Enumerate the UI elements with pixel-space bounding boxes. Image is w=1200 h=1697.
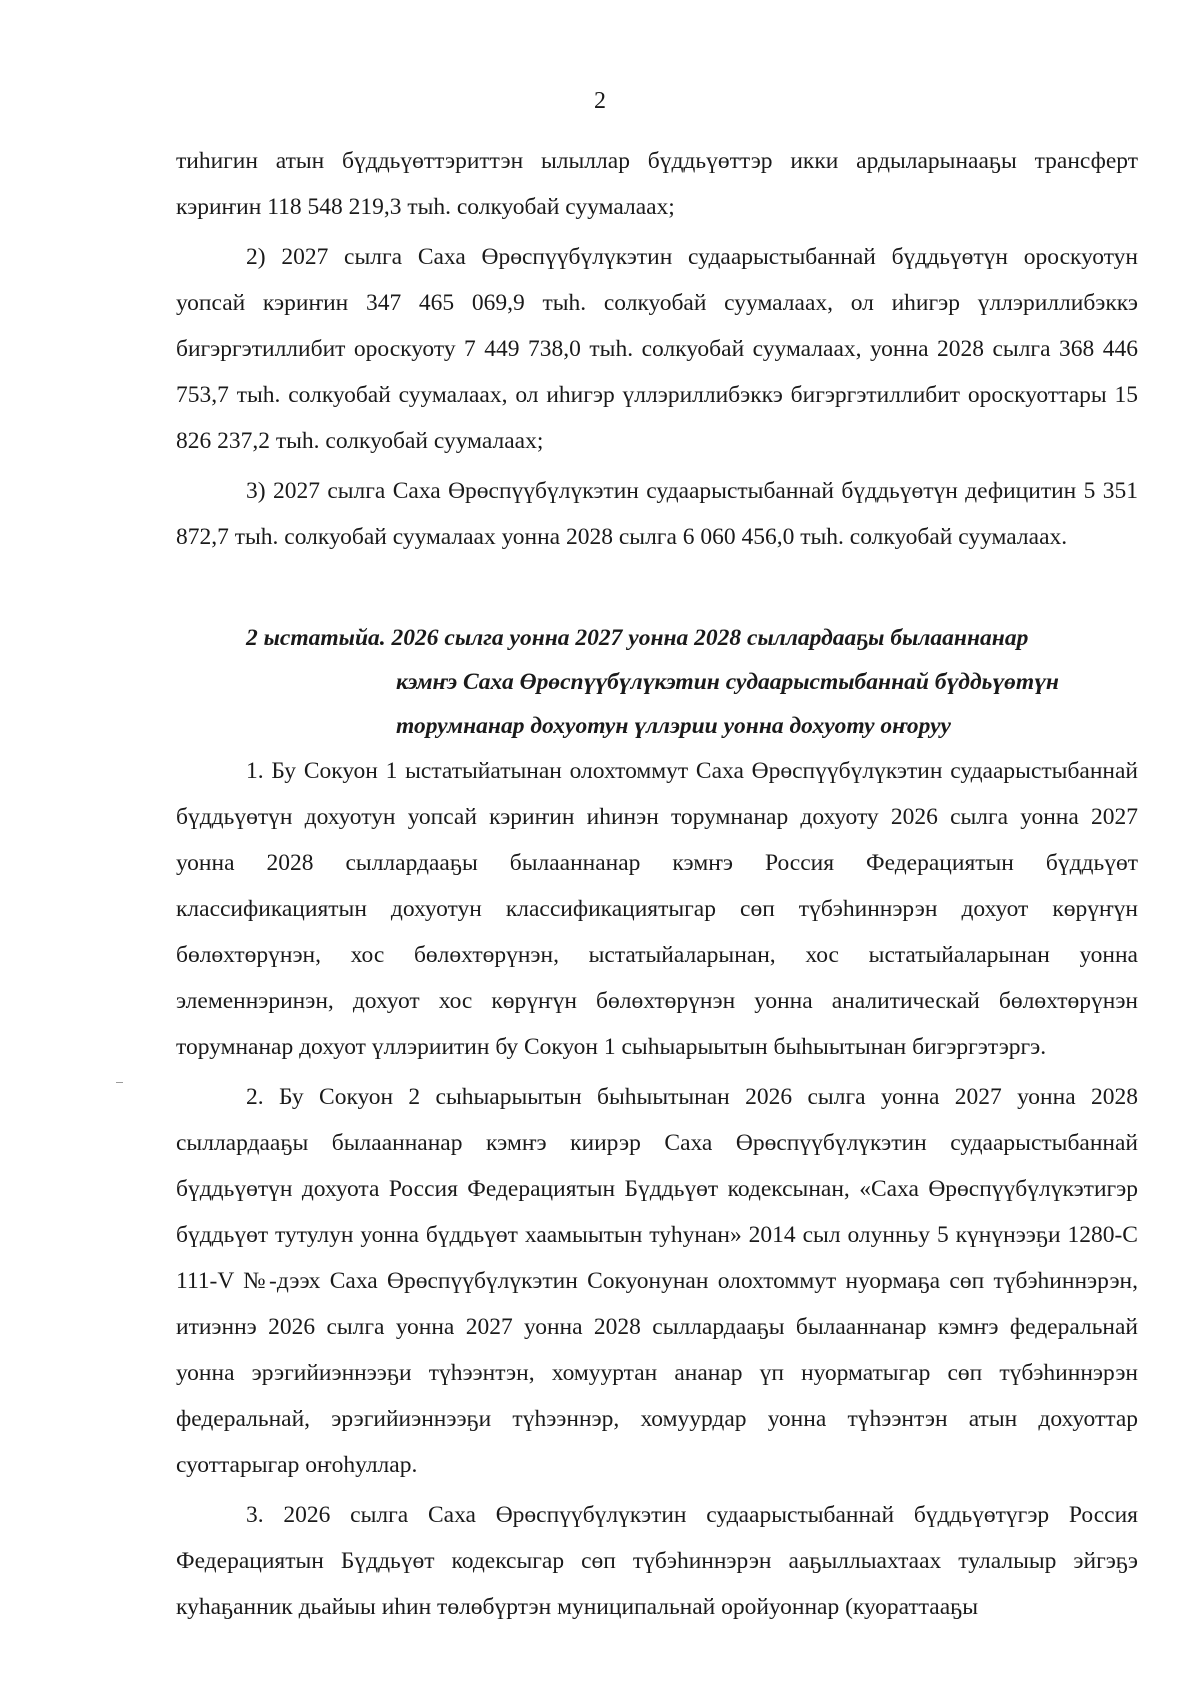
page-number: 2 (594, 88, 606, 114)
article-heading (176, 616, 1138, 748)
article-paragraph-1: 1. Бу Сокуон 1 ыстатыйатынан олохтоммут Саха Өрөспүүбүлүкэтин судаарыстыбаннай бүддьүөтүн дохуотун уопсай кэриҥин иһинэн торумнанар дохуоту 2026 сылга уонна 2027 уонна 2028 сыллардааҕы былааннанар кэмҥэ Россия Федерациятын бүддьүөт классификациятын дохуотун классификациятыгар сөп түбэһиннэрэн дохуот көрүҥүн бөлөхтөрүнэн, хос бөлөхтөрүнэн, ыстатыйаларынан, хос ыстатыйаларынан уонна элеменнэринэн, дохуот хос көрүҥүн бөлөхтөрүнэн уонна аналитическай бөлөхтөрүнэн торумнанар дохуот үллэриитин бу Сокуон 1 сыһыарыытын быһыытынан бигэргэтэргэ. (176, 758, 1138, 1060)
scan-mark (116, 1082, 123, 1083)
paragraph-continuation: тиһигин атын бүддьүөттэриттэн ылыллар бүддьүөттэр икки ардыларынааҕы трансферт кэриҥин 118 548 219,3 тыһ. солкуобай суумалаах; (176, 148, 1138, 220)
article-heading-line-1: 2 ыстатыйа. 2026 сылга уонна 2027 уонна 2028 сыллардааҕы былааннанар (246, 625, 1029, 651)
document-body (176, 138, 1138, 1630)
article-heading-line-2: кэмҥэ Саха Өрөспүүбүлүкэтин судаарыстыбаннай бүддьүөтүн (396, 669, 1059, 695)
paragraph-item-2: 2) 2027 сылга Саха Өрөспүүбүлүкэтин судаарыстыбаннай бүддьүөтүн ороскуотун уопсай кэриҥин 347 465 069,9 тыһ. солкуобай суумалаах, ол иһигэр үллэриллибэккэ бигэргэтиллибит ороскуоту 7 449 738,0 тыһ. солкуобай суумалаах, уонна 2028 сылга 368 446 753,7 тыһ. солкуобай суумалаах, ол иһигэр үллэриллибэккэ бигэргэтиллибит ороскуоттары 15 826 237,2 тыһ. солкуобай суумалаах; (176, 244, 1138, 454)
article-heading-line-3: торумнанар дохуотун үллэрии уонна дохуоту оҥоруу (396, 713, 951, 739)
article-paragraph-3: 3. 2026 сылга Саха Өрөспүүбүлүкэтин судаарыстыбаннай бүддьүөтүгэр Россия Федерациятын Бүддьүөт кодексыгар сөп түбэһиннэрэн ааҕыллыахтаах тулалыыр эйгэҕэ куһаҕанник дьайыы иһин төлөбүртэн муниципальнай оройуоннар (куораттааҕы (176, 1502, 1138, 1620)
paragraph-item-3: 3) 2027 сылга Саха Өрөспүүбүлүкэтин судаарыстыбаннай бүддьүөтүн дефицитин 5 351 872,7 тыһ. солкуобай суумалаах уонна 2028 сылга 6 060 456,0 тыһ. солкуобай суумалаах. (176, 478, 1138, 550)
article-paragraph-2: 2. Бу Сокуон 2 сыһыарыытын быһыытынан 2026 сылга уонна 2027 уонна 2028 сыллардааҕы былааннанар кэмҥэ киирэр Саха Өрөспүүбүлүкэтин судаарыстыбаннай бүддьүөтүн дохуота Россия Федерациятын Бүддьүөт кодексынан, «Саха Өрөспүүбүлүкэтигэр бүддьүөт тутулун уонна бүддьүөт хаамыытын туһунан» 2014 сыл олунньу 5 күнүнээҕи 1280-С 111-V №-дээх Саха Өрөспүүбүлүкэтин Сокуонунан олохтоммут нуормаҕа сөп түбэһиннэрэн, итиэннэ 2026 сылга уонна 2027 уонна 2028 сыллардааҕы былааннанар кэмҥэ федеральнай уонна эрэгийиэннээҕи түһээнтэн, хомууртан ананар үп нуорматыгар сөп түбэһиннэрэн федеральнай, эрэгийиэннээҕи түһээннэр, хомуурдар уонна түһээнтэн атын дохуоттар суоттарыгар оҥоһуллар. (176, 1084, 1138, 1478)
